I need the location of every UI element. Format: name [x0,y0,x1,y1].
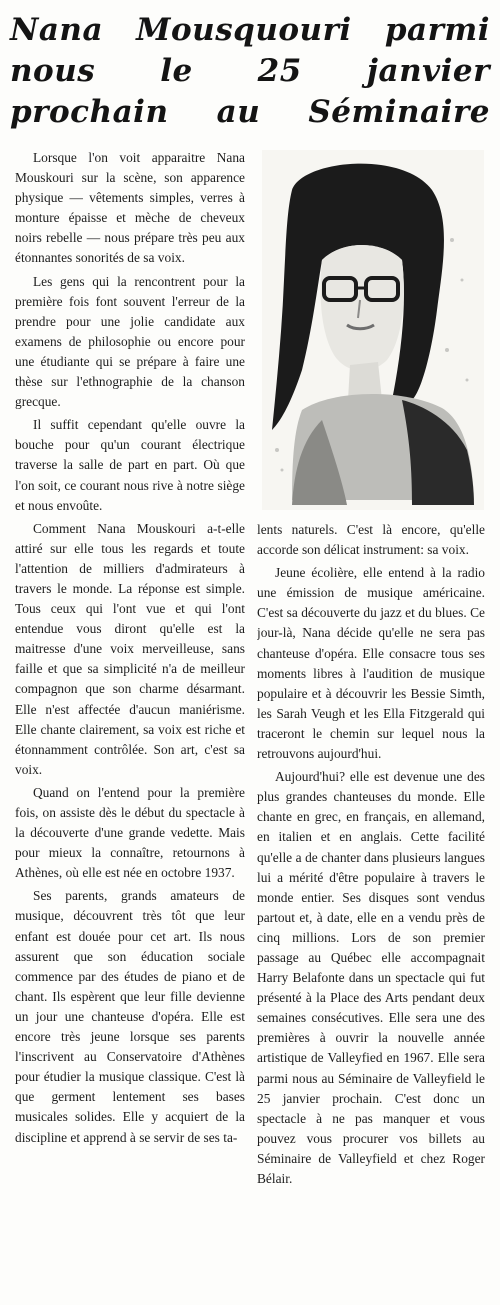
portrait-photo [262,150,484,510]
portrait-photo-image [262,150,484,510]
article-column-right [257,520,485,1300]
headline-line-2: nous le 25 janvier [10,53,490,89]
paragraph-parents: Ses parents, grands amateurs de musique, découvrent très tôt que leur enfant est douée pour cet art. Ils nous assurent que son éducation sociale commence par des études de piano et de chant. Ils espèrent que leur fille devienne un jour une chanteuse d'opéra. Elle est encore très jeune lorsque ses parents l'inscrivent au Conservatoire d'Athènes pour étudier la musique classique. C'est là que germent lentement ses bases musicales solides. Elle y acquiert de la discipline et apprend à se servir de ses ta- [15,888,245,1145]
headline-line-3: prochain au Séminaire [10,94,490,130]
paragraph-jazz-discovery: Jeune écolière, elle entend à la radio une émission de musique américaine. C'est sa découverte du jazz et du blues. Ce jour-là, Nana décide qu'elle ne sera pas chanteuse d'opéra. Elle consacre tous ses moments libres à l'audition de musique populaire et à découvrir les Bessie Simth, les Sarah Veugh et les Ella Fitzgerald qui traceront le chemin sur lequel nous la retrouvons aujourd'hui. [257,565,485,762]
article-column-left [15,148,245,1298]
headline-line-1: Nana Mousquouri parmi [10,12,490,48]
paragraph-athens: Quand on l'entend pour la première fois, on assiste dès le début du spectacle à la découverte d'une grande vedette. Mais pour mieux la connaître, retournons à Athènes, où elle est née en octobre 1937. [15,784,245,881]
paragraph-continued: lents naturels. C'est là encore, qu'elle accorde son délicat instrument: sa voix. [257,522,485,558]
paragraph-intro: Lorsque l'on voit apparaitre Nana Mouskouri sur la scène, son apparence physique — vêtements simples, verres à monture épaisse et mèche de cheveux noirs rebelle — nous prépare très peu aux étonnantes sonorités de sa voix. [15,150,245,266]
paragraph-admirers: Comment Nana Mouskouri a-t-elle attiré sur elle tous les regards et toute l'attention de milliers d'admirateurs à travers le monde. La réponse est simple. Tous ceux qui l'ont vue et qui l'ont entendue vous diront qu'elle est la maitresse d'une voix merveilleuse, sans faille et que sa simplicité n'a de meilleur compagnon que son charme désarmant. Elle n'est affectée d'aucun maniérisme. Elle chante clairement, sa voix est riche et étonnamment contrôlée. Son art, c'est sa voix. [15,520,245,777]
paragraph-voice-effect: Il suffit cependant qu'elle ouvre la bouche pour qu'un courant électrique traverse la salle de part en part. Où que l'on soit, ce courant nous rive à notre siège et nous envoûte. [15,417,245,513]
article-headline [10,10,490,133]
paragraph-first-meeting: Les gens qui la rencontrent pour la première fois font souvent l'erreur de la prendre pour une jolie candidate aux examens de philosophie ou encore pour une étudiante qui se prépare à faire une thèse sur l'ethnographie de la chanson grecque. [15,273,245,410]
paragraph-career: Aujourd'hui? elle est devenue une des plus grandes chanteuses du monde. Elle chante en grec, en français, en allemand, en italien et en anglais. Cette facilité qu'elle a de chanter dans plusieurs langues lui a mérité d'être populaire à travers le monde entier. Ses disques sont vendus partout et, à date, elle en a vendu près de cinq millions. Lors de son premier passage au Québec elle accompagnait Harry Belafonte dans un spectacle qui fut présenté à la Place des Arts pendant deux semaines consécutives. Elle sera une des premières à ouvrir la nouvelle année artistique de Valleyfied en 1967. Elle sera parmi nous au Séminaire de Valleyfield le 25 janvier prochain. C'est donc un spectacle à ne pas manquer et vous pouvez vous procurer vos billets au Séminaire de Valleyfield et chez Roger Bélair. [257,769,485,1186]
